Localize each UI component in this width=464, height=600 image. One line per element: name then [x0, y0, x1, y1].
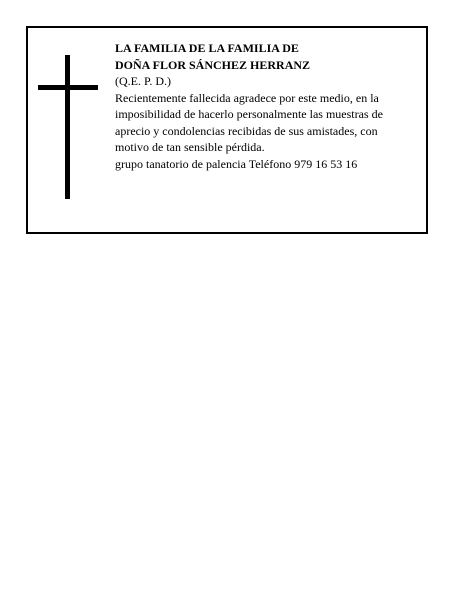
cross-horizontal-bar	[38, 85, 98, 90]
obituary-notice	[26, 26, 428, 234]
body-line: Recientemente fallecida agradece por este medio, en la	[115, 90, 379, 105]
body-line: aprecio y condolencias recibidas de sus amistades, con	[115, 123, 378, 138]
cross-icon	[38, 55, 98, 199]
qepd-line: (Q.E. P. D.)	[115, 74, 171, 88]
notice-text	[115, 40, 421, 172]
cross-vertical-bar	[65, 55, 70, 199]
body-line: imposibilidad de hacerlo personalmente las muestras de	[115, 107, 383, 121]
footer-line: grupo tanatorio de palencia Teléfono 979 16 53 16	[115, 156, 358, 171]
body-line: motivo de tan sensible pérdida.	[115, 140, 265, 154]
heading-line-1: LA FAMILIA DE LA FAMILIA DE	[115, 41, 299, 55]
heading-line-2: DOÑA FLOR SÁNCHEZ HERRANZ	[115, 57, 311, 72]
